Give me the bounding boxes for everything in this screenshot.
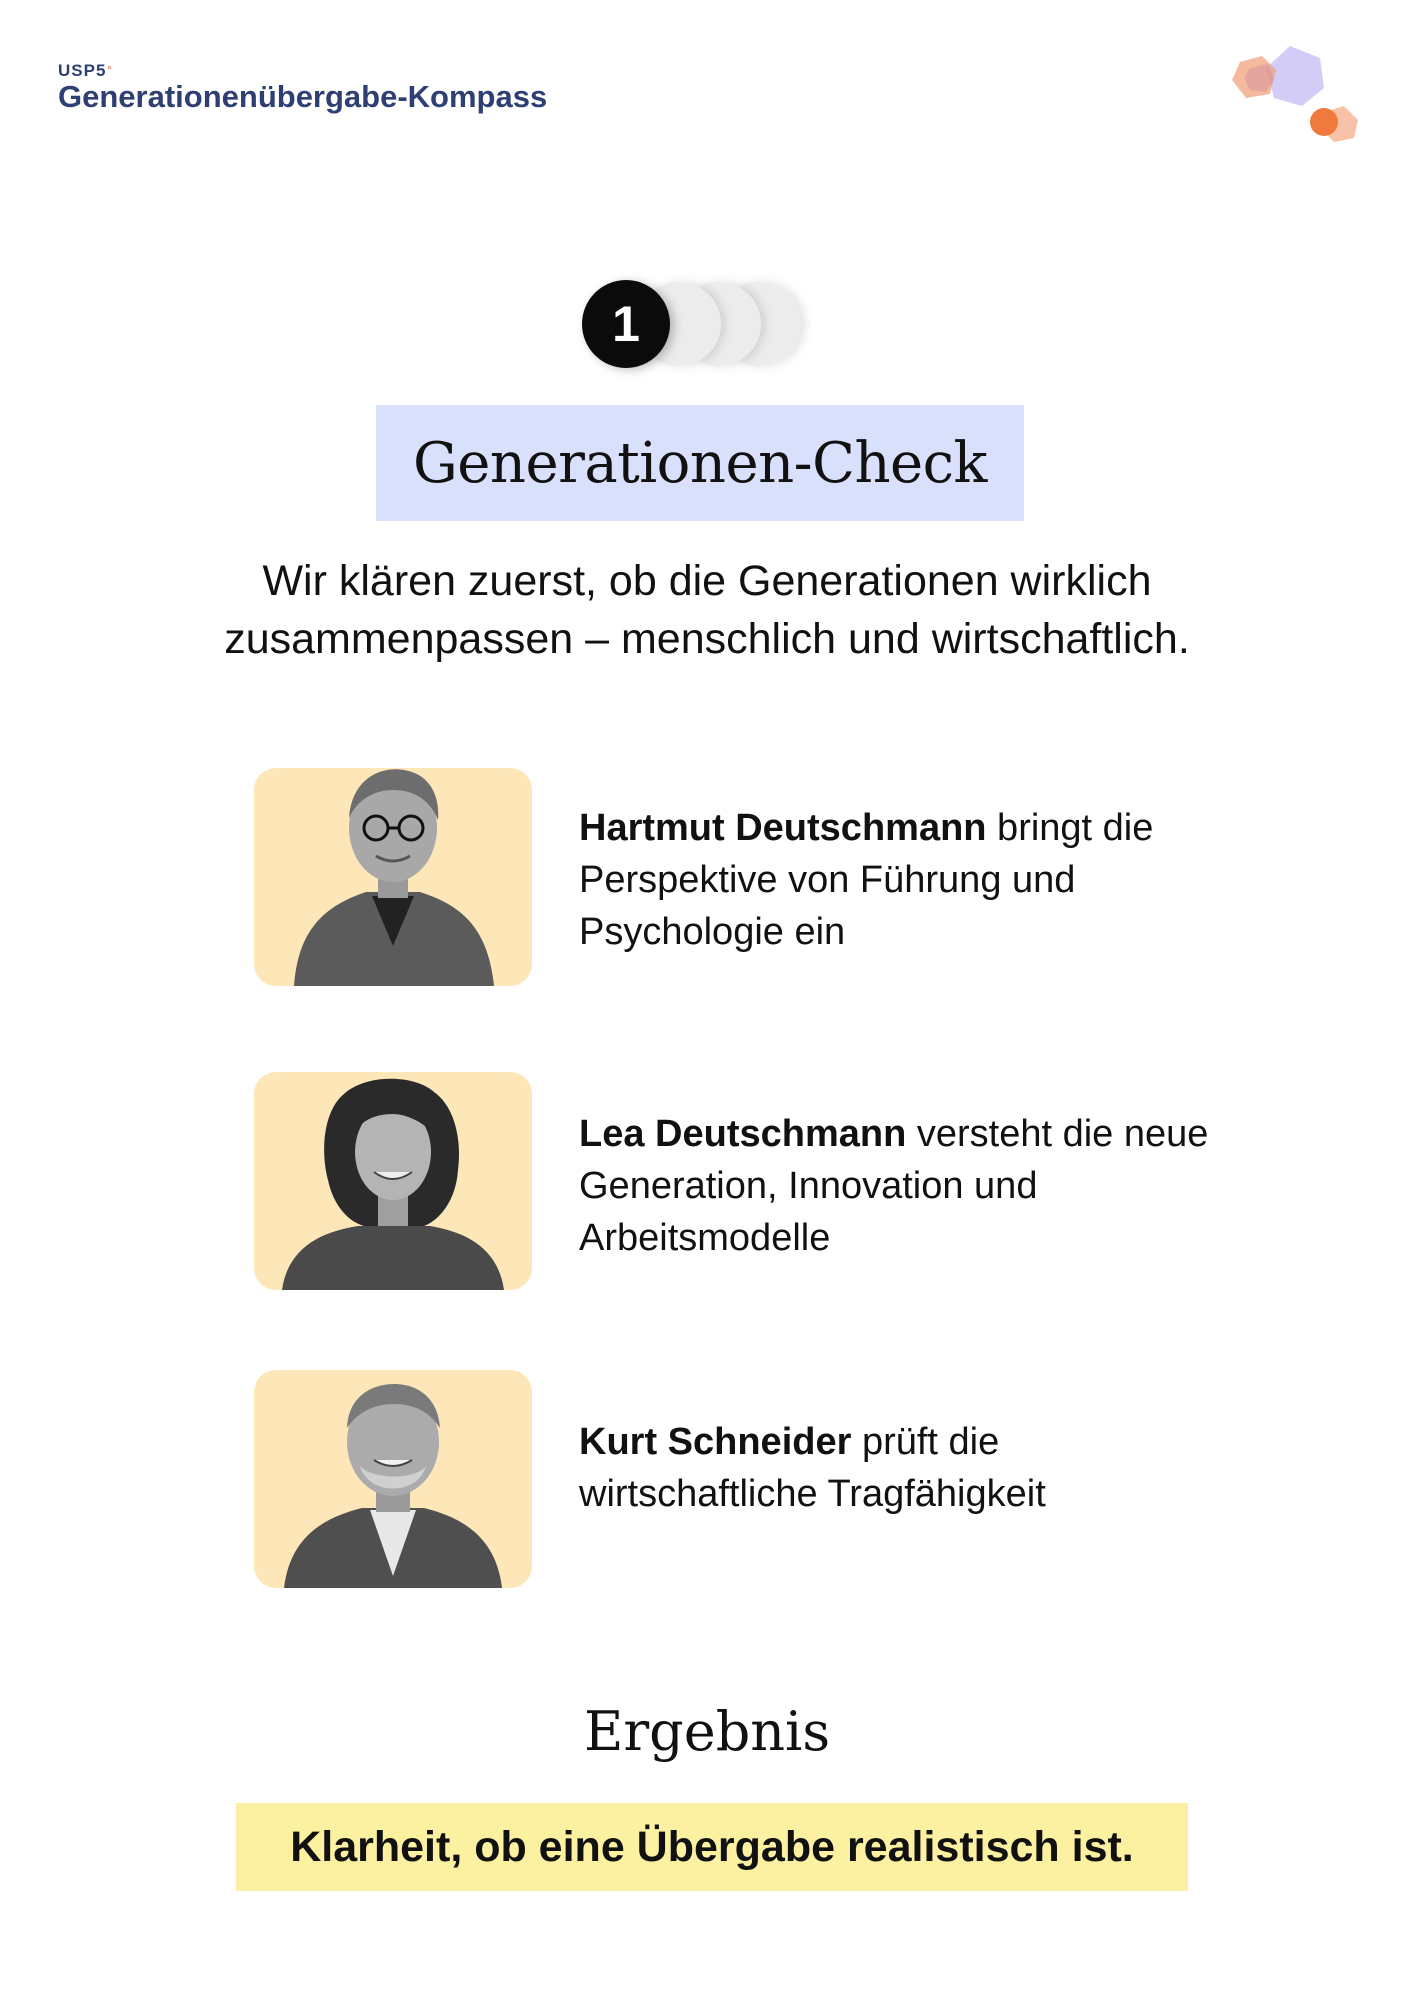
person-name: Lea Deutschmann (579, 1113, 907, 1155)
person-name: Hartmut Deutschmann (579, 807, 987, 849)
person-card-hartmut (254, 768, 1254, 998)
portrait-hartmut-image (254, 746, 532, 986)
person-description (579, 802, 1219, 958)
brand-logo (58, 62, 547, 114)
intro-text: Wir klären zuerst, ob die Generationen wirklich zusammenpassen – menschlich und wirtschaftlich. (224, 557, 1190, 663)
portrait-kurt-image (254, 1348, 532, 1588)
person-role-text: versteht die neue Generation, Innovation und Arbeitsmodelle (579, 1113, 1209, 1259)
person-role-text: bringt die Perspektive von Führung und Psychologie ein (579, 807, 1154, 953)
brand-small-label (58, 62, 547, 80)
step-indicator (582, 278, 842, 370)
person-name: Kurt Schneider (579, 1421, 852, 1463)
brand-abbreviation: USP5 (58, 61, 107, 80)
portrait-photo (254, 768, 532, 986)
portrait-lea-image (254, 1050, 532, 1290)
person-card-kurt (254, 1370, 1254, 1600)
page-title: Generationen-Check (413, 430, 987, 496)
person-card-lea (254, 1072, 1254, 1302)
step-number: 1 (582, 280, 670, 368)
heading-box (376, 405, 1024, 521)
portrait-photo (254, 1072, 532, 1290)
decorative-hexagons-icon (1220, 40, 1380, 170)
person-description (579, 1416, 1219, 1520)
brand-title: Generationenübergabe-Kompass (58, 79, 548, 114)
brand-mark: ° (107, 65, 113, 76)
person-role-text: prüft die wirtschaftliche Tragfähigkeit (579, 1421, 1046, 1515)
result-label: Ergebnis (583, 1700, 831, 1763)
result-box (236, 1803, 1188, 1891)
portrait-photo (254, 1370, 532, 1588)
person-description (579, 1108, 1219, 1264)
result-text: Klarheit, ob eine Übergabe realistisch ist. (290, 1822, 1134, 1871)
